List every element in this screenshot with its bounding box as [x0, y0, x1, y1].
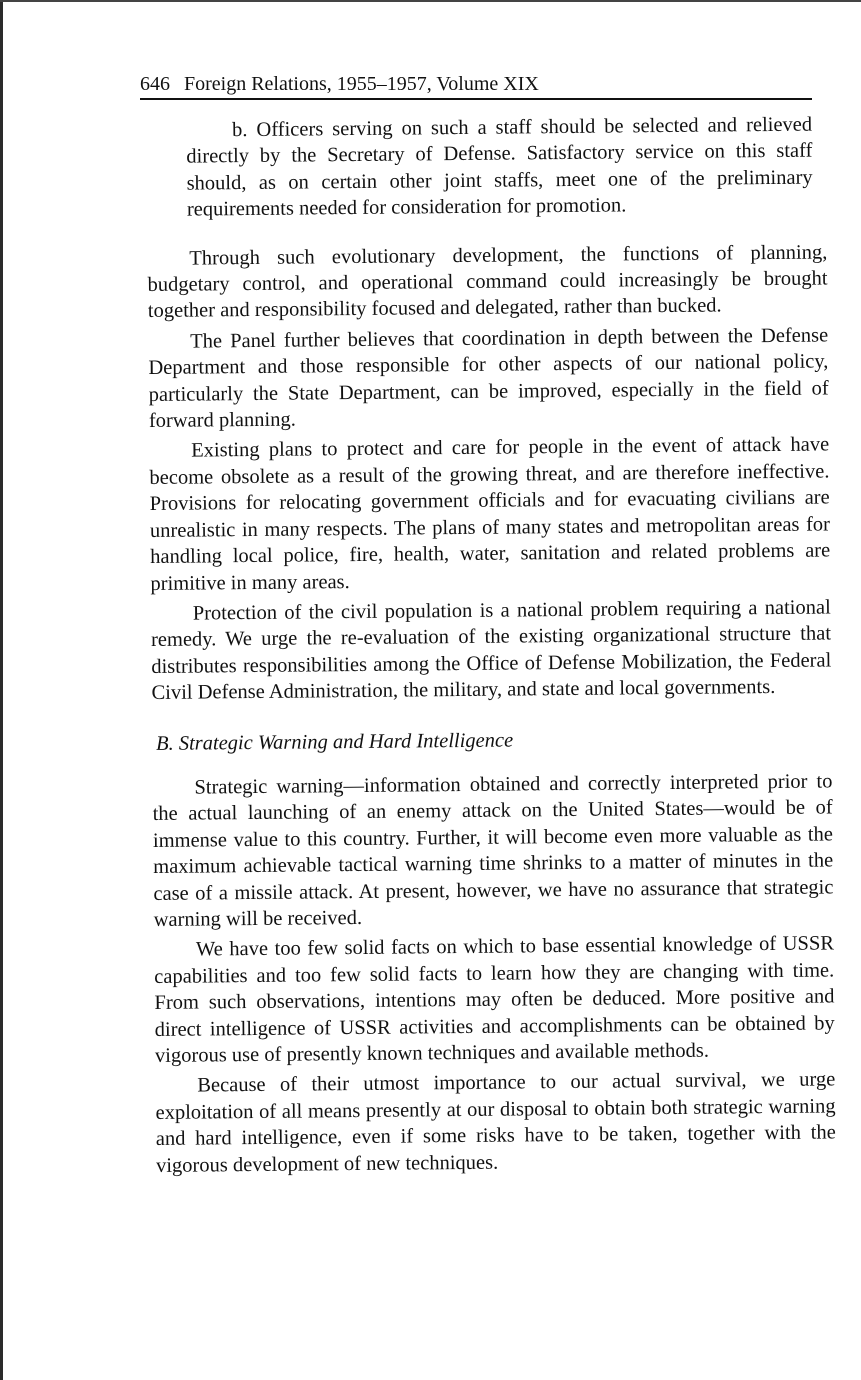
page-number: 646	[140, 73, 170, 95]
paragraph-solid-facts: We have too few solid facts on which to base essential knowledge of USSR capabilities and too few solid facts to learn how they are changing with time. From such observations, intentions may often be deduced. More positive and direct intelligence of USSR activities and accomplishments can be obtained by vigorous use of presently known techniques and available methods.	[154, 932, 835, 1067]
paragraph-existing-plans: Existing plans to protect and care for people in the event of attack have become obsolete as a result of the growing threat, and are therefore ineffective. Provisions for relocating government officials and for evacuating civilians are unrealistic in many respects. The plans of many states and metropolitan areas for handling local police, fire, health, water, sanitation and related problems are primitive in many areas.	[149, 433, 831, 595]
quoted-item-b: b. Officers serving on such a staff should be selected and relieved directly by the Secretary of Defense. Satisfactory service on this staff should, as on certain other joint staffs, meet one of the preliminary requirements needed for consideration for promotion.	[186, 113, 813, 221]
paragraph-strategic-warning: Strategic warning—information obtained and correctly interpreted prior to the actual launching of an enemy attack on the United States—would be of immense value to this country. Further, it will become even more valuable as the maximum achievable tactical warning time shrinks to a matter of minutes in the case of a missile attack. At present, however, we have no assurance that strategic warning will be received.	[152, 770, 834, 931]
running-header	[140, 72, 812, 100]
scan-top-edge	[0, 0, 861, 2]
paragraph-evolutionary-development: Through such evolutionary development, the functions of planning, budgetary control, and operational command could increasingly be brought together and responsibility focused and delegated, rather than bucked.	[147, 241, 828, 323]
paragraph-civil-protection: Protection of the civil population is a national problem requiring a national remedy. We urge the re-evaluation of the existing organizational structure that distributes responsibilities among the Office of Defense Mobilization, the Federal Civil Defense Administration, the military, and state and local governments.	[150, 596, 832, 705]
section-heading: B. Strategic Warning and Hard Intelligence	[155, 729, 514, 755]
page-body	[146, 111, 836, 1179]
paragraph-utmost-importance: Because of their utmost importance to our actual survival, we urge exploitation of all means presently at our disposal to obtain both strategic warning and hard intelligence, even if some risks have to be taken, together with the vigorous development of new techniques.	[155, 1068, 836, 1177]
header-title: Foreign Relations, 1955–1957, Volume XIX	[184, 73, 539, 95]
paragraph-coordination: The Panel further believes that coordination in depth between the Defense Department and those responsible for other aspects of our national policy, particularly the State Department, can be improved, especially in the field of forward planning.	[148, 324, 829, 433]
scan-left-edge	[0, 0, 3, 1380]
